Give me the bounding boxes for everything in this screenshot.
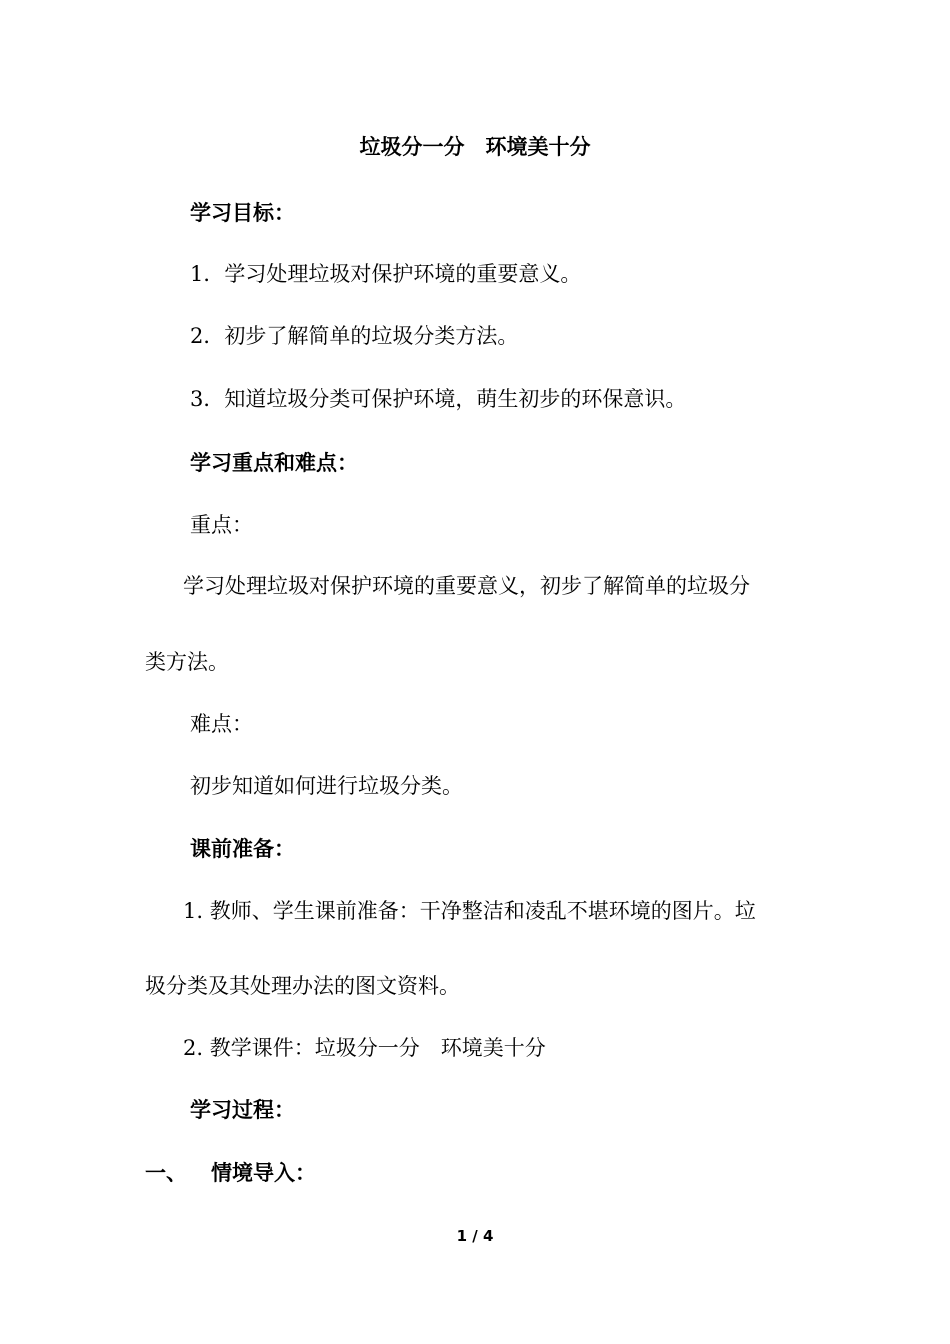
section-1-title: 情境导入： (211, 1161, 316, 1185)
key-point-label: 重点： (190, 513, 253, 537)
prep-item-1-line1: 1. 教师、学生课前准备：干净整洁和凌乱不堪环境的图片。垃 (183, 899, 756, 923)
page-indicator: 1 / 4 (456, 1227, 494, 1245)
prep-heading: 课前准备： (190, 837, 295, 861)
key-point-text-line1: 学习处理垃圾对保护环境的重要意义，初步了解简单的垃圾分 (183, 574, 750, 598)
key-point-text-line2: 类方法。 (145, 650, 229, 674)
goal-item-2: 2．初步了解简单的垃圾分类方法。 (190, 324, 519, 348)
goal-item-1: 1．学习处理垃圾对保护环境的重要意义。 (190, 262, 582, 286)
section-1-number: 一、 (145, 1161, 187, 1185)
key-points-heading: 学习重点和难点： (190, 451, 358, 475)
section-1-heading (145, 1159, 316, 1187)
goal-item-3: 3．知道垃圾分类可保护环境，萌生初步的环保意识。 (190, 387, 687, 411)
prep-item-1-line2: 圾分类及其处理办法的图文资料。 (145, 974, 460, 998)
document-title: 垃圾分一分 环境美十分 (359, 135, 591, 159)
difficulty-text: 初步知道如何进行垃圾分类。 (190, 774, 463, 798)
goals-heading: 学习目标： (190, 201, 295, 225)
difficulty-label: 难点： (190, 712, 253, 736)
process-heading: 学习过程： (190, 1098, 295, 1122)
prep-item-2: 2. 教学课件：垃圾分一分 环境美十分 (183, 1036, 546, 1060)
